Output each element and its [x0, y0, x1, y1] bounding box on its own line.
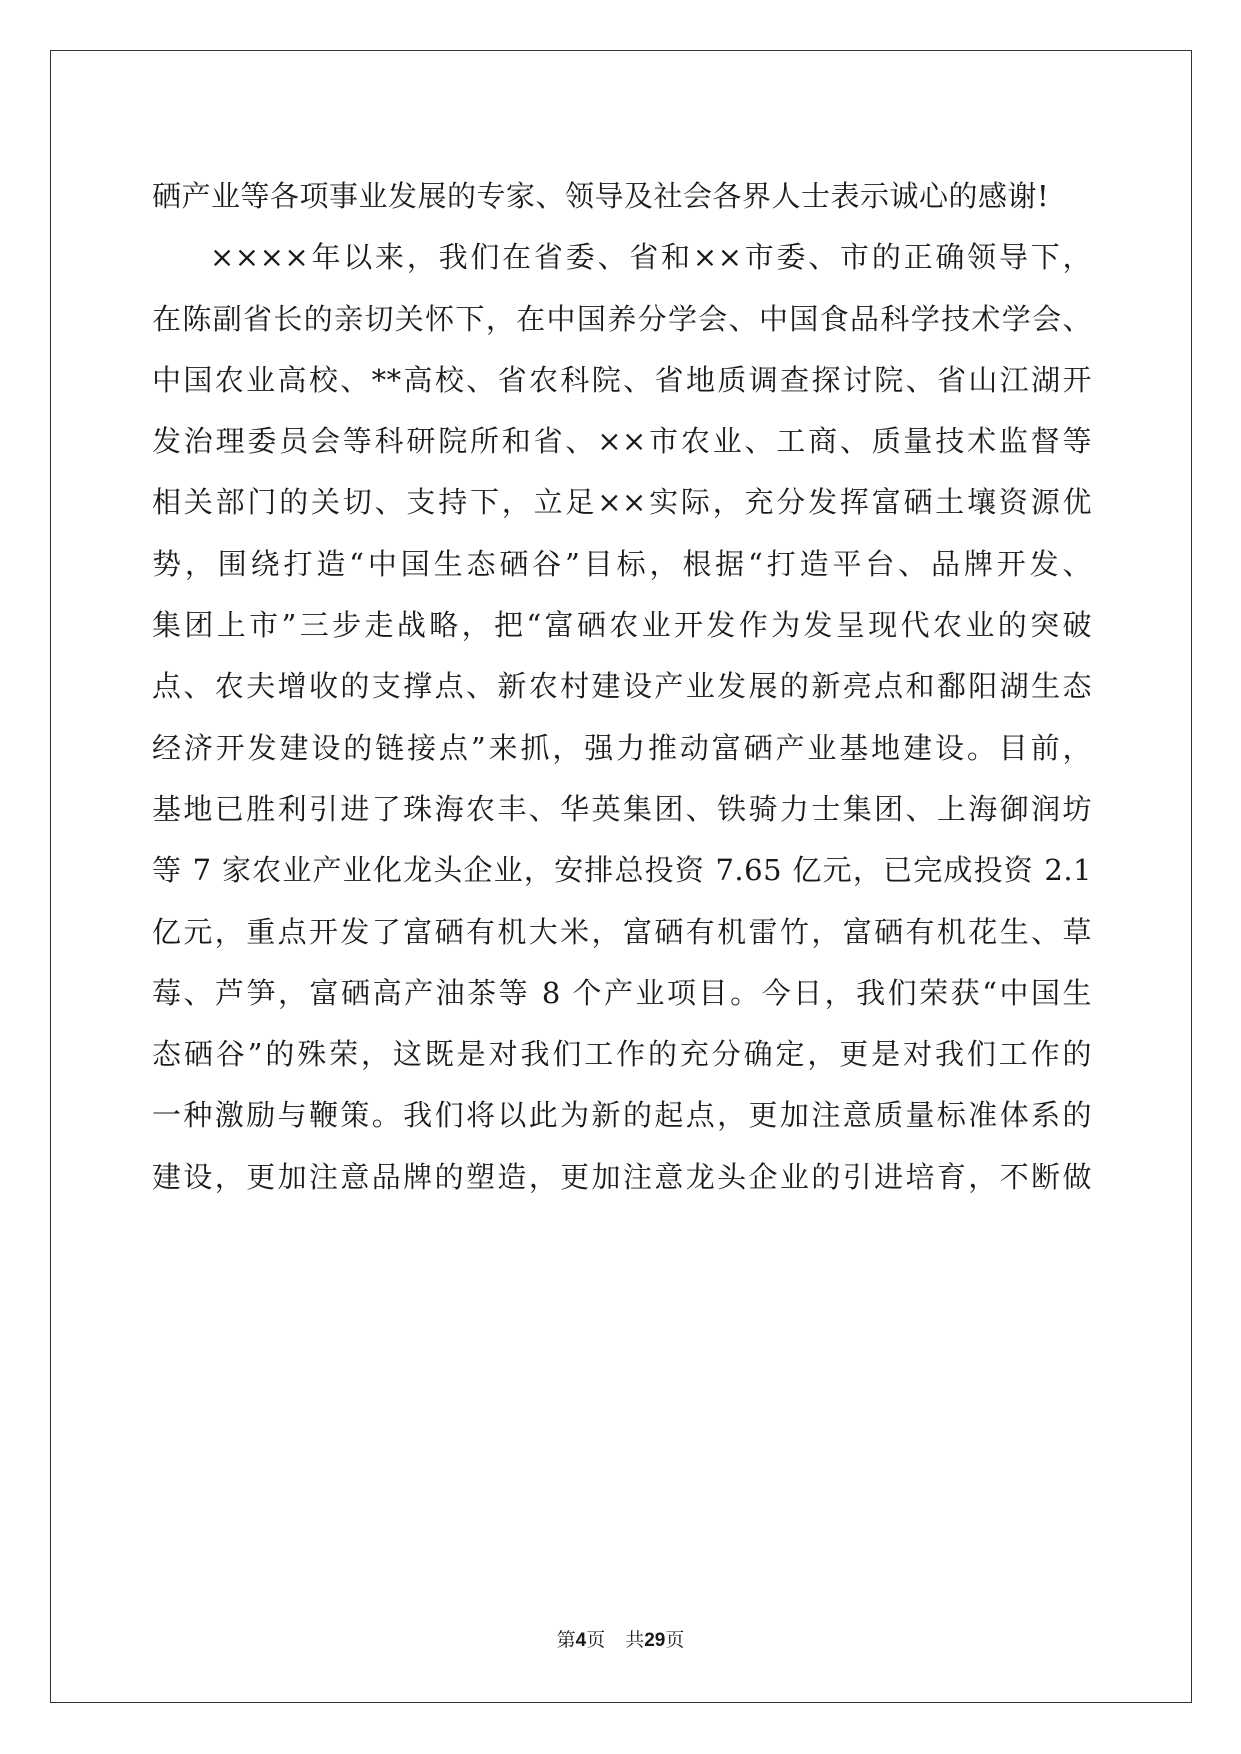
text-line: 势，围绕打造“中国生态硒谷”目标，根据“打造平台、品牌开发、: [152, 546, 1092, 581]
total-prefix: 共: [625, 1629, 645, 1651]
page-prefix: 第: [556, 1629, 576, 1651]
text-line: 发治理委员会等科研院所和省、××市农业、工商、质量技术监督等: [152, 424, 1092, 459]
page-suffix: 页: [586, 1629, 606, 1651]
text-line: 亿元，重点开发了富硒有机大米，富硒有机雷竹，富硒有机花生、草: [152, 914, 1092, 949]
text-line: 一种激励与鞭策。我们将以此为新的起点，更加注意质量标准体系的: [152, 1098, 1092, 1133]
page-number: 4: [575, 1630, 587, 1651]
text-line: 集团上市”三步走战略，把“富硒农业开发作为发呈现代农业的突破: [152, 608, 1092, 643]
document-body: [152, 166, 1092, 1208]
page-footer: [0, 1628, 1241, 1653]
text-line: 莓、芦笋，富硒高产油茶等 8 个产业项目。今日，我们荣获“中国生: [152, 975, 1092, 1010]
text-line: 经济开发建设的链接点”来抓，强力推动富硒产业基地建设。目前，: [152, 730, 1092, 765]
text-line: 硒产业等各项事业发展的专家、领导及社会各界人士表示诚心的感谢!: [152, 179, 1050, 213]
text-line: 基地已胜利引进了珠海农丰、华英集团、铁骑力士集团、上海御润坊: [152, 791, 1092, 826]
text-line: 态硒谷”的殊荣，这既是对我们工作的充分确定，更是对我们工作的: [152, 1037, 1092, 1072]
text-line: 建设，更加注意品牌的塑造，更加注意龙头企业的引进培育，不断做: [152, 1159, 1092, 1194]
text-line: 中国农业高校、**高校、省农科院、省地质调查探讨院、省山江湖开: [152, 362, 1092, 397]
text-line: ××××年以来，我们在省委、省和××市委、市的正确领导下，: [210, 240, 1092, 275]
total-pages: 29: [644, 1630, 666, 1651]
text-line: 相关部门的关切、支持下，立足××实际，充分发挥富硒土壤资源优: [152, 485, 1092, 520]
total-suffix: 页: [665, 1629, 685, 1651]
text-line: 等 7 家农业产业化龙头企业，安排总投资 7.65 亿元，已完成投资 2.1: [152, 853, 1092, 888]
text-line: 点、农夫增收的支撑点、新农村建设产业发展的新亮点和鄱阳湖生态: [152, 669, 1092, 704]
text-line: 在陈副省长的亲切关怀下，在中国养分学会、中国食品科学技术学会、: [152, 301, 1092, 336]
